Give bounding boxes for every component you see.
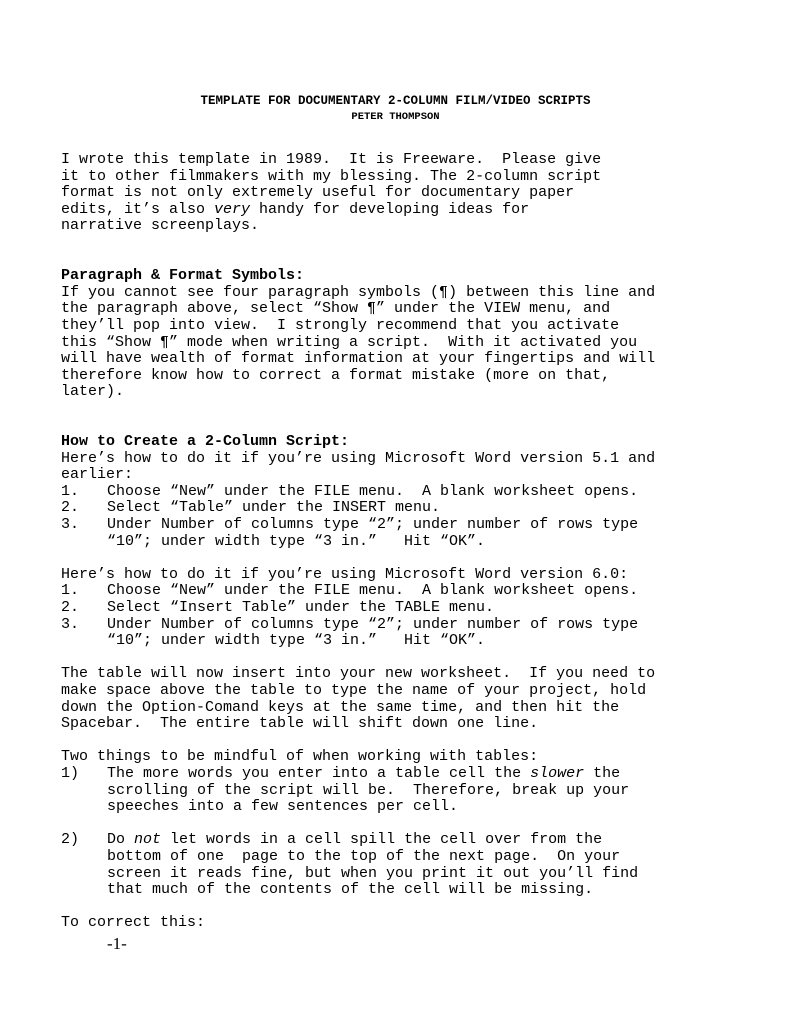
word60-steps-list bbox=[61, 583, 761, 649]
emphasis-text: very bbox=[214, 200, 251, 218]
list-number: 3. bbox=[61, 516, 80, 534]
text-line: it to other filmmakers with my blessing. The 2-column script bbox=[61, 167, 602, 185]
list-item bbox=[61, 617, 761, 634]
word51-steps-list bbox=[61, 484, 761, 550]
text-line: Two things to be mindful of when working with tables: bbox=[61, 748, 539, 766]
text-line: they’ll pop into view. I strongly recommend that you activate bbox=[61, 316, 620, 334]
paragraph-mark bbox=[61, 816, 761, 833]
table-insert-paragraph bbox=[61, 666, 761, 732]
list-item bbox=[61, 484, 761, 501]
list-item bbox=[61, 766, 761, 783]
text-line: the paragraph above, select “Show ¶” under the VIEW menu, and bbox=[61, 300, 611, 318]
text-line: If you cannot see four paragraph symbols (¶) between this line and bbox=[61, 283, 656, 301]
paragraph-mark bbox=[61, 650, 761, 667]
text-line: format is not only extremely useful for documentary paper bbox=[61, 184, 575, 202]
text-line: down the Option-Comand keys at the same time, and then hit the bbox=[61, 698, 620, 716]
page-number: -1- bbox=[107, 934, 127, 953]
list-item-text: Select “Table” under the INSERT menu. bbox=[107, 499, 441, 517]
list-item-text: Under Number of columns type “2”; under number of rows type bbox=[107, 615, 639, 633]
emphasis-text: not bbox=[134, 831, 162, 849]
section-heading: How to Create a 2-Column Script: bbox=[61, 433, 350, 451]
section-heading: Paragraph & Format Symbols: bbox=[61, 267, 305, 285]
text-line: this “Show ¶” mode when writing a script. With it activated you bbox=[61, 333, 638, 351]
paragraph-mark bbox=[61, 899, 761, 916]
text-run: let words in a cell spill the cell over from the bbox=[161, 831, 603, 849]
text-line: earlier: bbox=[61, 466, 134, 484]
list-item-text: Under Number of columns type “2”; under number of rows type bbox=[107, 516, 639, 534]
list-item-continuation: speeches into a few sentences per cell. bbox=[107, 798, 459, 816]
text-line: Spacebar. The entire table will shift down one line. bbox=[61, 715, 539, 733]
intro-paragraph bbox=[61, 152, 761, 235]
emphasis-text: slower bbox=[530, 764, 585, 782]
paragraph-mark bbox=[61, 252, 761, 269]
text-line: later). bbox=[61, 383, 125, 401]
text-line: To correct this: bbox=[61, 914, 206, 932]
text-line: I wrote this template in 1989. It is Freeware. Please give bbox=[61, 151, 602, 168]
text-line: The table will now insert into your new worksheet. If you need to bbox=[61, 665, 656, 683]
text-line: therefore know how to correct a format mistake (more on that, bbox=[61, 366, 611, 384]
list-item-continuation: bottom of one page to the top of the next page. On your bbox=[107, 847, 621, 865]
list-number: 1) bbox=[61, 764, 80, 782]
paragraph-mark bbox=[61, 733, 761, 750]
list-item-text: Choose “New” under the FILE menu. A blank worksheet opens. bbox=[107, 482, 639, 500]
list-item bbox=[61, 583, 761, 600]
list-item-text: Choose “New” under the FILE menu. A blank worksheet opens. bbox=[107, 582, 639, 600]
text-run: Do bbox=[107, 831, 135, 849]
text-line: narrative screenplays. bbox=[61, 217, 260, 235]
document-body bbox=[61, 152, 761, 932]
paragraph-mark bbox=[61, 401, 761, 418]
paragraph-mark bbox=[61, 418, 761, 435]
list-number: 2. bbox=[61, 499, 80, 517]
text-run: edits, it’s also bbox=[61, 200, 215, 218]
list-item-continuation: “10”; under width type “3 in.” Hit “OK”. bbox=[107, 632, 486, 650]
text-line bbox=[61, 202, 761, 219]
text-run: the bbox=[584, 764, 621, 782]
list-item-text: Select “Insert Table” under the TABLE menu. bbox=[107, 599, 495, 617]
list-number: 2) bbox=[61, 831, 80, 849]
list-item bbox=[61, 600, 761, 617]
list-number: 1. bbox=[61, 482, 80, 500]
document-author: PETER THOMPSON bbox=[351, 111, 440, 123]
list-number: 3. bbox=[61, 615, 80, 633]
list-number: 1. bbox=[61, 582, 80, 600]
list-number: 2. bbox=[61, 599, 80, 617]
list-item bbox=[61, 832, 761, 849]
text-line: Here’s how to do it if you’re using Microsoft Word version 6.0: bbox=[61, 565, 629, 583]
paragraph-mark bbox=[61, 235, 761, 252]
list-item-continuation: screen it reads fine, but when you print it out you’ll find bbox=[107, 864, 639, 882]
list-item bbox=[61, 500, 761, 517]
table-tips-section bbox=[61, 749, 761, 932]
text-run: handy for developing ideas for bbox=[250, 200, 530, 218]
list-item-continuation: scrolling of the script will be. Therefore, break up your bbox=[107, 781, 630, 799]
text-run: The more words you enter into a table cell the bbox=[107, 764, 531, 782]
text-line: make space above the table to type the name of your project, hold bbox=[61, 682, 647, 699]
text-line: Here’s how to do it if you’re using Microsoft Word version 5.1 and bbox=[61, 449, 656, 467]
list-item bbox=[61, 517, 761, 534]
list-item-continuation: “10”; under width type “3 in.” Hit “OK”. bbox=[107, 532, 486, 550]
document-title: TEMPLATE FOR DOCUMENTARY 2-COLUMN FILM/VIDEO SCRIPTS bbox=[200, 94, 591, 108]
create-script-section bbox=[61, 434, 761, 733]
paragraph-symbols-section bbox=[61, 268, 761, 401]
text-line: will have wealth of format information at your fingertips and will bbox=[61, 350, 656, 368]
paragraph-mark bbox=[61, 550, 761, 567]
list-item-continuation: that much of the contents of the cell will be missing. bbox=[107, 881, 594, 899]
